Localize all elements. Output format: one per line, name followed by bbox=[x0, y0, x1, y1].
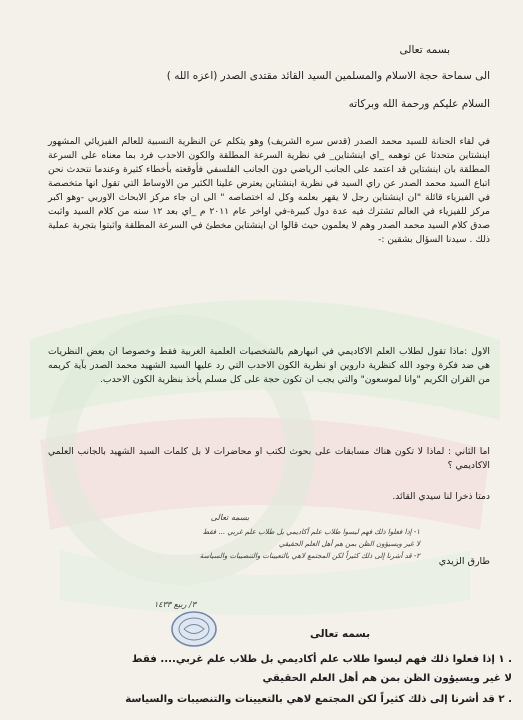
answer-heading: بسمه تعالى bbox=[309, 628, 371, 640]
handwritten-line-1: ١- إذا فعلوا ذلك فهم ليسوا طلاب علم أكاديمي بل طلاب علم غربي ... فقط bbox=[202, 528, 420, 536]
letter-paragraph-3: اما الثاني : لماذا لا تكون هناك مسابقات على بحوث لكتب او محاضرات لا بل كلمات السيد الشهيد بالجانب العلمي الاكاديمي ؟ bbox=[48, 446, 490, 471]
handwritten-line-3: ٢- قد أشرنا إلى ذلك كثيراً لكن المجتمع لاهي بالتعيينات والتنصيبات والسياسة bbox=[199, 552, 420, 560]
letter-signature: طارق الزيدي bbox=[438, 556, 490, 567]
handwritten-date: ٣/ ربيع ١٤٣٣ bbox=[153, 600, 197, 609]
answer-line-3: . ٢ قد أشرنا إلى ذلك كثيراً لكن المجتمع لاهي بالتعيينات والتنصيبات والسياسة bbox=[125, 694, 512, 705]
letter-addressee: الى سماحة حجة الاسلام والمسلمين السيد القائد مقتدى الصدر (اعزه الله ) bbox=[166, 70, 490, 82]
handwritten-heading: بسمه تعالى bbox=[210, 513, 250, 522]
answer-line-2: لا غير ويسيؤون الظن بمن هم أهل العلم الحقيقي bbox=[262, 673, 512, 684]
letter-paragraph-1: في لقاء الحنانة للسيد محمد الصدر (قدس سره الشريف) وهو يتكلم عن النظرية النسبية للعالم الفيزيائي المشهور اينشتاين متحدثا عن توهمه _اي اينشتاين_ في نظرية السرعة المطلقة والكون الاحدب فرد بما معناه على السرعة المطلقة بان اينشتاين قد اعتمد على الجانب الرياضي دون الجانب الفلسفي فأوقعته بأخطاء كثيرة وعندما نتحدث نحن اتباع السيد محمد الصدر عن راي السيد في نظرية اينشتاين يعترض علينا الكثير من الاوساط التي تقول انها متخصصة في الفيزياء قائلة "ان اينشتاين رجل لا يقهر بعلمه وكل له اختصاصه " الى ان جاء مركز الابحاث الاوربي -وهو اكبر مركز للفيزياء في العالم تشترك فيه عدة دول كبيرة-في اواخر عام ٢٠١١ م _اي بعد ١٢ سنه من كلام السيد واثبت صدق كلام السيد محمد الصدر وهم لا يعلمون حيث قالوا ان اينشتاين مخطئ في السرعة المطلقة واثبتوا بتجربة عملية ذلك . سيدنا السؤال بشقين :- bbox=[48, 136, 490, 245]
letter-paragraph-2: الاول :ماذا تقول لطلاب العلم الاكاديمي في انبهارهم بالشخصيات العلمية الغربية فقط وخصوصا ان بعض النظريات هي ضد فكرة وجود الله كنظرية داروين او نظرية الكون الاحدب التي رد عليها السيد الشهيد محمد الصدر بآية كريمه من القران الكريم "وانا لموسعون" والتي يجب ان تكون حجة على كل مسلم يأخذ بنظرية الكون الاحدب. bbox=[48, 346, 490, 385]
letter-basmala: بسمه تعالى bbox=[399, 44, 450, 56]
official-seal-icon bbox=[170, 610, 218, 648]
answer-line-1: . ١ إذا فعلوا ذلك فهم ليسوا طلاب علم أكاديمي بل طلاب علم غربي.... فقط bbox=[131, 654, 512, 665]
letter-greeting: السلام عليكم ورحمة الله وبركاته bbox=[348, 98, 490, 110]
letter-closing: دمتا ذخرا لنا سيدي القائد. bbox=[392, 491, 490, 502]
handwritten-line-2: لا غير ويسيؤون الظن بمن هم أهل العلم الحقيقي bbox=[278, 540, 420, 548]
